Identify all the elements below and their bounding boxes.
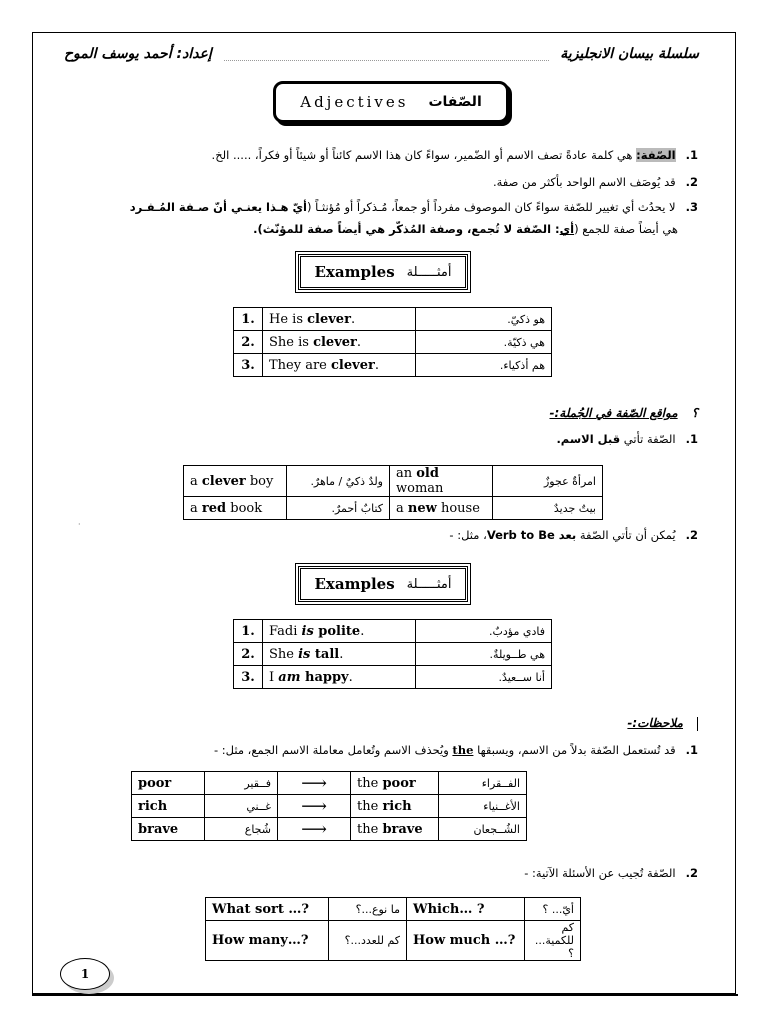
highlight-term: الصّفة: — [636, 148, 676, 162]
arabic-phrase: ولدٌ ذكيٌ / ماهرٌ. — [287, 466, 390, 497]
author-label: إعداد: أحمد يوسف الموح — [64, 46, 212, 62]
adjective-en: brave — [132, 818, 205, 841]
arrow-icon: ⟶ — [278, 772, 351, 795]
question-ar: ما نوع...؟ — [329, 898, 407, 921]
list-number: 2. — [685, 175, 698, 189]
question-en: How much …? — [407, 921, 525, 961]
questions-table — [205, 897, 581, 961]
question-en: What sort …? — [206, 898, 329, 921]
the-noun-en: the rich — [351, 795, 439, 818]
title-box — [273, 81, 509, 123]
english-phrase: a new house — [390, 497, 493, 520]
table-row — [132, 772, 527, 795]
positions-title: مواقع الصّفة في الجُملة:- — [549, 406, 678, 420]
english-sentence: Fadi is polite. — [263, 620, 416, 643]
the-noun-ar: الأغــنياء — [439, 795, 527, 818]
row-number: 3. — [234, 666, 263, 689]
notes-item-2: 2.الصّفة تُجيب عن الأسئلة الآتية: - — [524, 866, 698, 880]
question-en: How many…? — [206, 921, 329, 961]
table-row — [234, 643, 552, 666]
intro-line-3-cont — [253, 222, 678, 236]
list-number: 1. — [685, 148, 698, 162]
intro-text: هي أيضاً صفة للجمع ( — [574, 222, 678, 236]
intro-underline: أي — [559, 222, 575, 236]
examples-label-ar: أمثـــــلة — [406, 576, 452, 592]
the-noun-en: the poor — [351, 772, 439, 795]
arabic-phrase: امرأةٌ عجوزٌ — [493, 466, 603, 497]
table-row — [234, 308, 552, 331]
arabic-phrase: كتابٌ أحمرٌ. — [287, 497, 390, 520]
table-row — [132, 818, 527, 841]
examples-box-1 — [298, 254, 468, 290]
arabic-sentence: هي طــويلةٌ. — [416, 643, 552, 666]
intro-line-3 — [130, 200, 698, 214]
notes-heading — [627, 716, 698, 731]
table-row — [234, 354, 552, 377]
question-ar: أيّ... ؟ — [525, 898, 581, 921]
positions-item-1: 1.الصّفة تأتي قبل الاسم. — [556, 432, 698, 446]
table-row — [184, 466, 603, 497]
examples-label-en: Examples — [314, 575, 395, 593]
intro-bold: : الصّفة لا تُجمع، وصفة المُذكّر هي أيضاً صفة للمؤنّث). — [253, 222, 560, 236]
title-arabic: الصّفات — [428, 94, 482, 110]
row-number: 1. — [234, 308, 263, 331]
positions-item-2: 2.يُمكن أن تأتي الصّفة بعد Verb to Be، مثل: - — [449, 528, 698, 542]
heading-bar — [697, 717, 698, 731]
intro-line-2 — [493, 175, 698, 189]
the-noun-ar: الفــقراء — [439, 772, 527, 795]
english-sentence: He is clever. — [263, 308, 416, 331]
arrow-icon: ⟶ — [278, 818, 351, 841]
intro-bold: أيّ هـذا يعنـي أنّ صـفة المُـفـرد — [129, 200, 307, 214]
row-number: 3. — [234, 354, 263, 377]
table-row — [184, 497, 603, 520]
arabic-sentence: هي ذكيّة. — [416, 331, 552, 354]
english-sentence: She is clever. — [263, 331, 416, 354]
english-phrase: a clever boy — [184, 466, 287, 497]
arabic-sentence: هو ذكيّ. — [416, 308, 552, 331]
arabic-sentence: أنا ســعيدٌ. — [416, 666, 552, 689]
adjective-ar: غــني — [205, 795, 278, 818]
the-noun-en: the brave — [351, 818, 439, 841]
the-adjective-table — [131, 771, 527, 841]
row-number: 1. — [234, 620, 263, 643]
table-row — [234, 666, 552, 689]
examples-label-ar: أمثـــــلة — [406, 264, 452, 280]
question-en: Which… ? — [407, 898, 525, 921]
examples-label-en: Examples — [314, 263, 395, 281]
adjective-noun-table — [183, 465, 603, 520]
english-phrase: an old woman — [390, 466, 493, 497]
bottom-rule — [32, 994, 738, 996]
adjective-en: rich — [132, 795, 205, 818]
adjective-ar: فــقير — [205, 772, 278, 795]
table-row — [206, 898, 581, 921]
notes-title: ملاحظات:- — [627, 716, 683, 730]
arrow-icon: ⟶ — [278, 795, 351, 818]
page-number-badge: 1 — [60, 958, 110, 990]
table-row — [234, 620, 552, 643]
positions-heading — [550, 406, 699, 420]
page-header — [64, 46, 699, 70]
list-number: 3. — [685, 200, 698, 214]
intro-text: هي كلمة عادةً تصف الاسم أو الضّمير، سواءً كان هذا الاسم كائناً أو شيئاً أو فكراً، ..... الخ. — [211, 148, 637, 162]
examples-table-2 — [233, 619, 552, 689]
title-english: Adjectives — [300, 93, 409, 111]
arabic-sentence: هم أذكياء. — [416, 354, 552, 377]
english-phrase: a red book — [184, 497, 287, 520]
examples-box-2 — [298, 566, 468, 602]
row-number: 2. — [234, 331, 263, 354]
question-mark-icon: ؟ — [691, 406, 698, 420]
question-ar: كم للكمية... ؟ — [525, 921, 581, 961]
series-title: سلسلة بيسان الانجليزية — [560, 46, 699, 62]
row-number: 2. — [234, 643, 263, 666]
intro-text: لا يحدُث أي تغيير للصّفة سواءً كان الموصوف مفرداً أو جمعاً، مُـذكراً أو مُؤنثـاً ( — [307, 200, 676, 214]
table-row — [132, 795, 527, 818]
header-dotted-line — [224, 60, 549, 61]
notes-item-1: 1.قد تُستعمل الصّفة بدلاً من الاسم، ويسبقها the ويُحذف الاسم وتُعامل معاملة الاسم الجمع، مثل: - — [213, 743, 698, 757]
adjective-ar: شُجاع — [205, 818, 278, 841]
examples-table-1 — [233, 307, 552, 377]
english-sentence: She is tall. — [263, 643, 416, 666]
stray-mark: · — [78, 520, 81, 529]
question-ar: كم للعدد...؟ — [329, 921, 407, 961]
table-row — [234, 331, 552, 354]
english-sentence: I am happy. — [263, 666, 416, 689]
table-row — [206, 921, 581, 961]
arabic-sentence: فادي مؤدبٌ. — [416, 620, 552, 643]
intro-line-1 — [212, 148, 698, 162]
english-sentence: They are clever. — [263, 354, 416, 377]
adjective-en: poor — [132, 772, 205, 795]
arabic-phrase: بيتٌ جديدٌ — [493, 497, 603, 520]
intro-text: قد يُوصَف الاسم الواحد بأكثر من صفة. — [492, 175, 676, 189]
the-noun-ar: الشُــجعان — [439, 818, 527, 841]
